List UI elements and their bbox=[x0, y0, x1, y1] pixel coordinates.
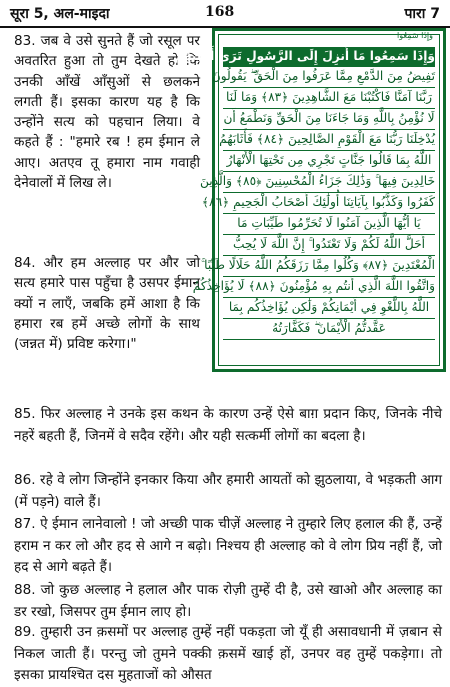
arabic-line: اللَّهُ بِمَا قَالُوا جَنَّاتٍ تَجْرِي مِن تَحْتِهَا الْأَنْهَارُ bbox=[223, 151, 435, 172]
arabic-line: الْمُعْتَدِينَ ﴿٨٧﴾ وَكُلُوا مِمَّا رَزَقَكُمُ اللَّهُ حَلَالًا طَيِّبًا ۚ bbox=[223, 256, 435, 277]
verse-88: 88. जो कुछ अल्लाह ने हलाल और पाक रोज़ी तुम्हें दी है, उसे खाओ और अल्लाह का डर रखो, जिसपर तुम ईमान लाए हो। bbox=[14, 582, 442, 620]
arabic-line: أَحَلَّ اللَّهُ لَكُمْ وَلَا تَعْتَدُوا ۚ إِنَّ اللَّهَ لَا يُحِبُّ bbox=[223, 235, 435, 256]
verse-84: 84. और हम अल्लाह पर और जो सत्य हमारे पास पहुँचा है उसपर ईमान क्यों न लाएँ, जबकि हमें आशा है कि हमारा रब हमें अच्छे लोगों के साथ (जन्नत में) प्रविष्ट करेगा।" bbox=[14, 255, 200, 353]
arabic-line: وَإِذَا سَمِعُوا مَا أُنزِلَ إِلَى الرَّسُولِ تَرَىٰ أَعْيُنَهُمْ bbox=[223, 47, 435, 67]
surah-title: सूरा 5, अल-माइदा bbox=[10, 6, 110, 22]
verse-86: 86. रहे वे लोग जिन्होंने इनकार किया और हमारी आयतों को झुठलाया, वे भड़कती आग (में पड़ने) वाले हैं। bbox=[14, 472, 442, 510]
arabic-marker: وَإِذَا سَمِعُوا bbox=[397, 31, 433, 40]
arabic-line: وَاتَّقُوا اللَّهَ الَّذِي أَنتُم بِهِ مُؤْمِنُونَ ﴿٨٨﴾ لَا يُؤَاخِذُكُمُ bbox=[223, 277, 435, 298]
arabic-line: تَفِيضُ مِنَ الدَّمْعِ مِمَّا عَرَفُوا مِنَ الْحَقِّ ۖ يَقُولُونَ bbox=[223, 67, 435, 88]
para-number: पारा 7 bbox=[404, 6, 440, 22]
arabic-line: يُدْخِلَنَا رَبُّنَا مَعَ الْقَوْمِ الصَّالِحِينَ ﴿٨٤﴾ فَأَثَابَهُمُ bbox=[223, 130, 435, 151]
verse-85: 85. फिर अल्लाह ने उनके इस कथन के कारण उन्हें ऐसे बाग़ प्रदान किए, जिनके नीचे नहरें बहती हैं, जिनमें वे सदैव रहेंगे। और यही सत्कर्मी लोगों का बदला है। bbox=[14, 406, 442, 444]
arabic-line: لَا نُؤْمِنُ بِاللَّهِ وَمَا جَاءَنَا مِنَ الْحَقِّ وَنَطْمَعُ أَن bbox=[223, 109, 435, 130]
verse-83: 83. जब वे उसे सुनते हैं जो रसूल पर अवतरित हुआ तो तुम देखते हो कि उनकी आँखें आँसुओं से छलकने लगती हैं। इसका कारण यह है कि उन्होंने सत्य को पहचान लिया। वे कहते हैं : "हमारे रब ! हम ईमान ले आए। अतएव तू हमारा नाम गवाही देनेवालों में लिख ले। bbox=[14, 33, 200, 192]
arabic-line: عَقَّدتُّمُ الْأَيْمَانَ ۖ فَكَفَّارَتُهُ bbox=[223, 319, 435, 340]
arabic-line: يَا أَيُّهَا الَّذِينَ آمَنُوا لَا تُحَرِّمُوا طَيِّبَاتِ مَا bbox=[223, 214, 435, 235]
verse-89: 89. तुम्हारी उन क़समों पर अल्लाह तुम्हें नहीं पकड़ता जो यूँ ही असावधानी में ज़बान से निकल जाती हैं। परन्तु जो तुमने पक्की क़समें खाई हों, उनपर वह तुम्हें पकड़ेगा। तो इसका प्रायश्चित दस मुहताजों को औसत bbox=[14, 624, 442, 683]
arabic-line: كَفَرُوا وَكَذَّبُوا بِآيَاتِنَا أُولَٰئِكَ أَصْحَابُ الْجَحِيمِ ﴿٨٦﴾ bbox=[223, 193, 435, 214]
arabic-line: رَبَّنَا آمَنَّا فَاكْتُبْنَا مَعَ الشَّاهِدِينَ ﴿٨٣﴾ وَمَا لَنَا bbox=[223, 88, 435, 109]
arabic-lines bbox=[174, 47, 435, 340]
arabic-line: خَالِدِينَ فِيهَا ۚ وَذَٰلِكَ جَزَاءُ الْمُحْسِنِينَ ﴿٨٥﴾ وَالَّذِينَ bbox=[223, 172, 435, 193]
page-header bbox=[0, 0, 450, 28]
page-number: 168 bbox=[205, 4, 235, 20]
arabic-text-panel bbox=[174, 28, 446, 372]
arabic-line: اللَّهُ بِاللَّغْوِ فِي أَيْمَانِكُمْ وَلَٰكِن يُؤَاخِذُكُم بِمَا bbox=[223, 298, 435, 319]
verse-87: 87. ऐ ईमान लानेवालो ! जो अच्छी पाक चीज़ें अल्लाह ने तुम्हारे लिए हलाल की हैं, उन्हें हराम न कर लो और हद से आगे न बढ़ो। निश्चय ही अल्लाह को वे लोग प्रिय नहीं हैं, जो हद से आगे बढ़ते हैं। bbox=[14, 516, 442, 575]
